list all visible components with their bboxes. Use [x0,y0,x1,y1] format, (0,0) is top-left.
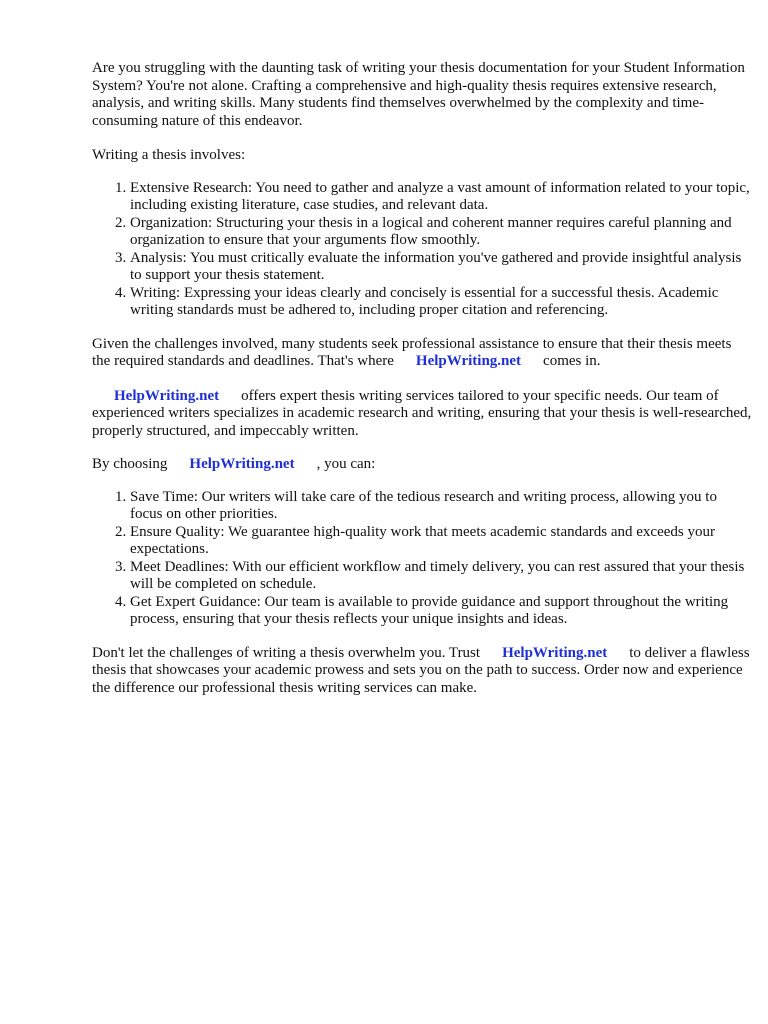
given-text-after: comes in. [543,353,601,369]
intro-paragraph: Are you struggling with the daunting task of writing your thesis documentation for your Student Information System? You're not alone. Crafting a comprehensive and high-quality thesis requires extensive research, analysis, and writing skills. Many students find themselves overwhelmed by the complexity and time-consuming nature of this endeavor. [92,60,745,129]
helpwriting-link[interactable]: HelpWriting.net [114,387,220,404]
document-body [92,60,752,697]
closing-text-after: to deliver a flawless thesis that showcases your academic prowess and sets you on the path to success. Order now and experience the difference our professional thesis writing services can make. [92,644,750,696]
list-item: 4. Get Expert Guidance: Our team is available to provide guidance and support throughout the writing process, ensuring that your thesis reflects your unique insights and ideas. [130,594,752,629]
choosing-paragraph [92,456,752,474]
helpwriting-link[interactable]: HelpWriting.net [189,456,295,472]
given-paragraph [92,336,752,371]
closing-text: Don't let the challenges of writing a thesis overwhelm you. Trust [92,644,481,661]
list-item: 1. Extensive Research: You need to gather and analyze a vast amount of information related to your topic, including existing literature, case studies, and relevant data. [130,180,752,215]
list-item: 2. Organization: Structuring your thesis in a logical and coherent manner requires careful planning and organization to ensure that your arguments flow smoothly. [130,215,752,250]
helpwriting-link[interactable]: HelpWriting.net [502,644,608,661]
list-item: 2. Ensure Quality: We guarantee high-quality work that meets academic standards and exceeds your expectations. [130,524,752,559]
involves-list [92,180,752,320]
list-item: 3. Meet Deadlines: With our efficient workflow and timely delivery, you can rest assured that your thesis will be completed on schedule. [130,559,752,594]
closing-paragraph [92,645,752,698]
involves-lead: Writing a thesis involves: [92,147,246,163]
offers-text: offers expert thesis writing services tailored to your specific needs. Our team of experienced writers specializes in academic research and writing, ensuring that your thesis is well-researched, properly structured, and impeccably written. [92,387,752,439]
benefits-list [92,489,752,629]
list-item: 3. Analysis: You must critically evaluate the information you've gathered and provide insightful analysis to support your thesis statement. [130,250,752,285]
offers-paragraph [92,388,752,441]
choosing-text: By choosing [92,456,168,472]
choosing-text-after: , you can: [316,456,376,472]
list-item: 4. Writing: Expressing your ideas clearly and concisely is essential for a successful thesis. Academic writing standards must be adhered to, including proper citation and referencing. [130,285,752,320]
helpwriting-link[interactable]: HelpWriting.net [415,353,522,369]
list-item: 1. Save Time: Our writers will take care of the tedious research and writing process, allowing you to focus on other priorities. [130,489,752,524]
given-text: Given the challenges involved, many students seek professional assistance to ensure that their thesis meets the required standards and deadlines. That's where [92,335,732,369]
